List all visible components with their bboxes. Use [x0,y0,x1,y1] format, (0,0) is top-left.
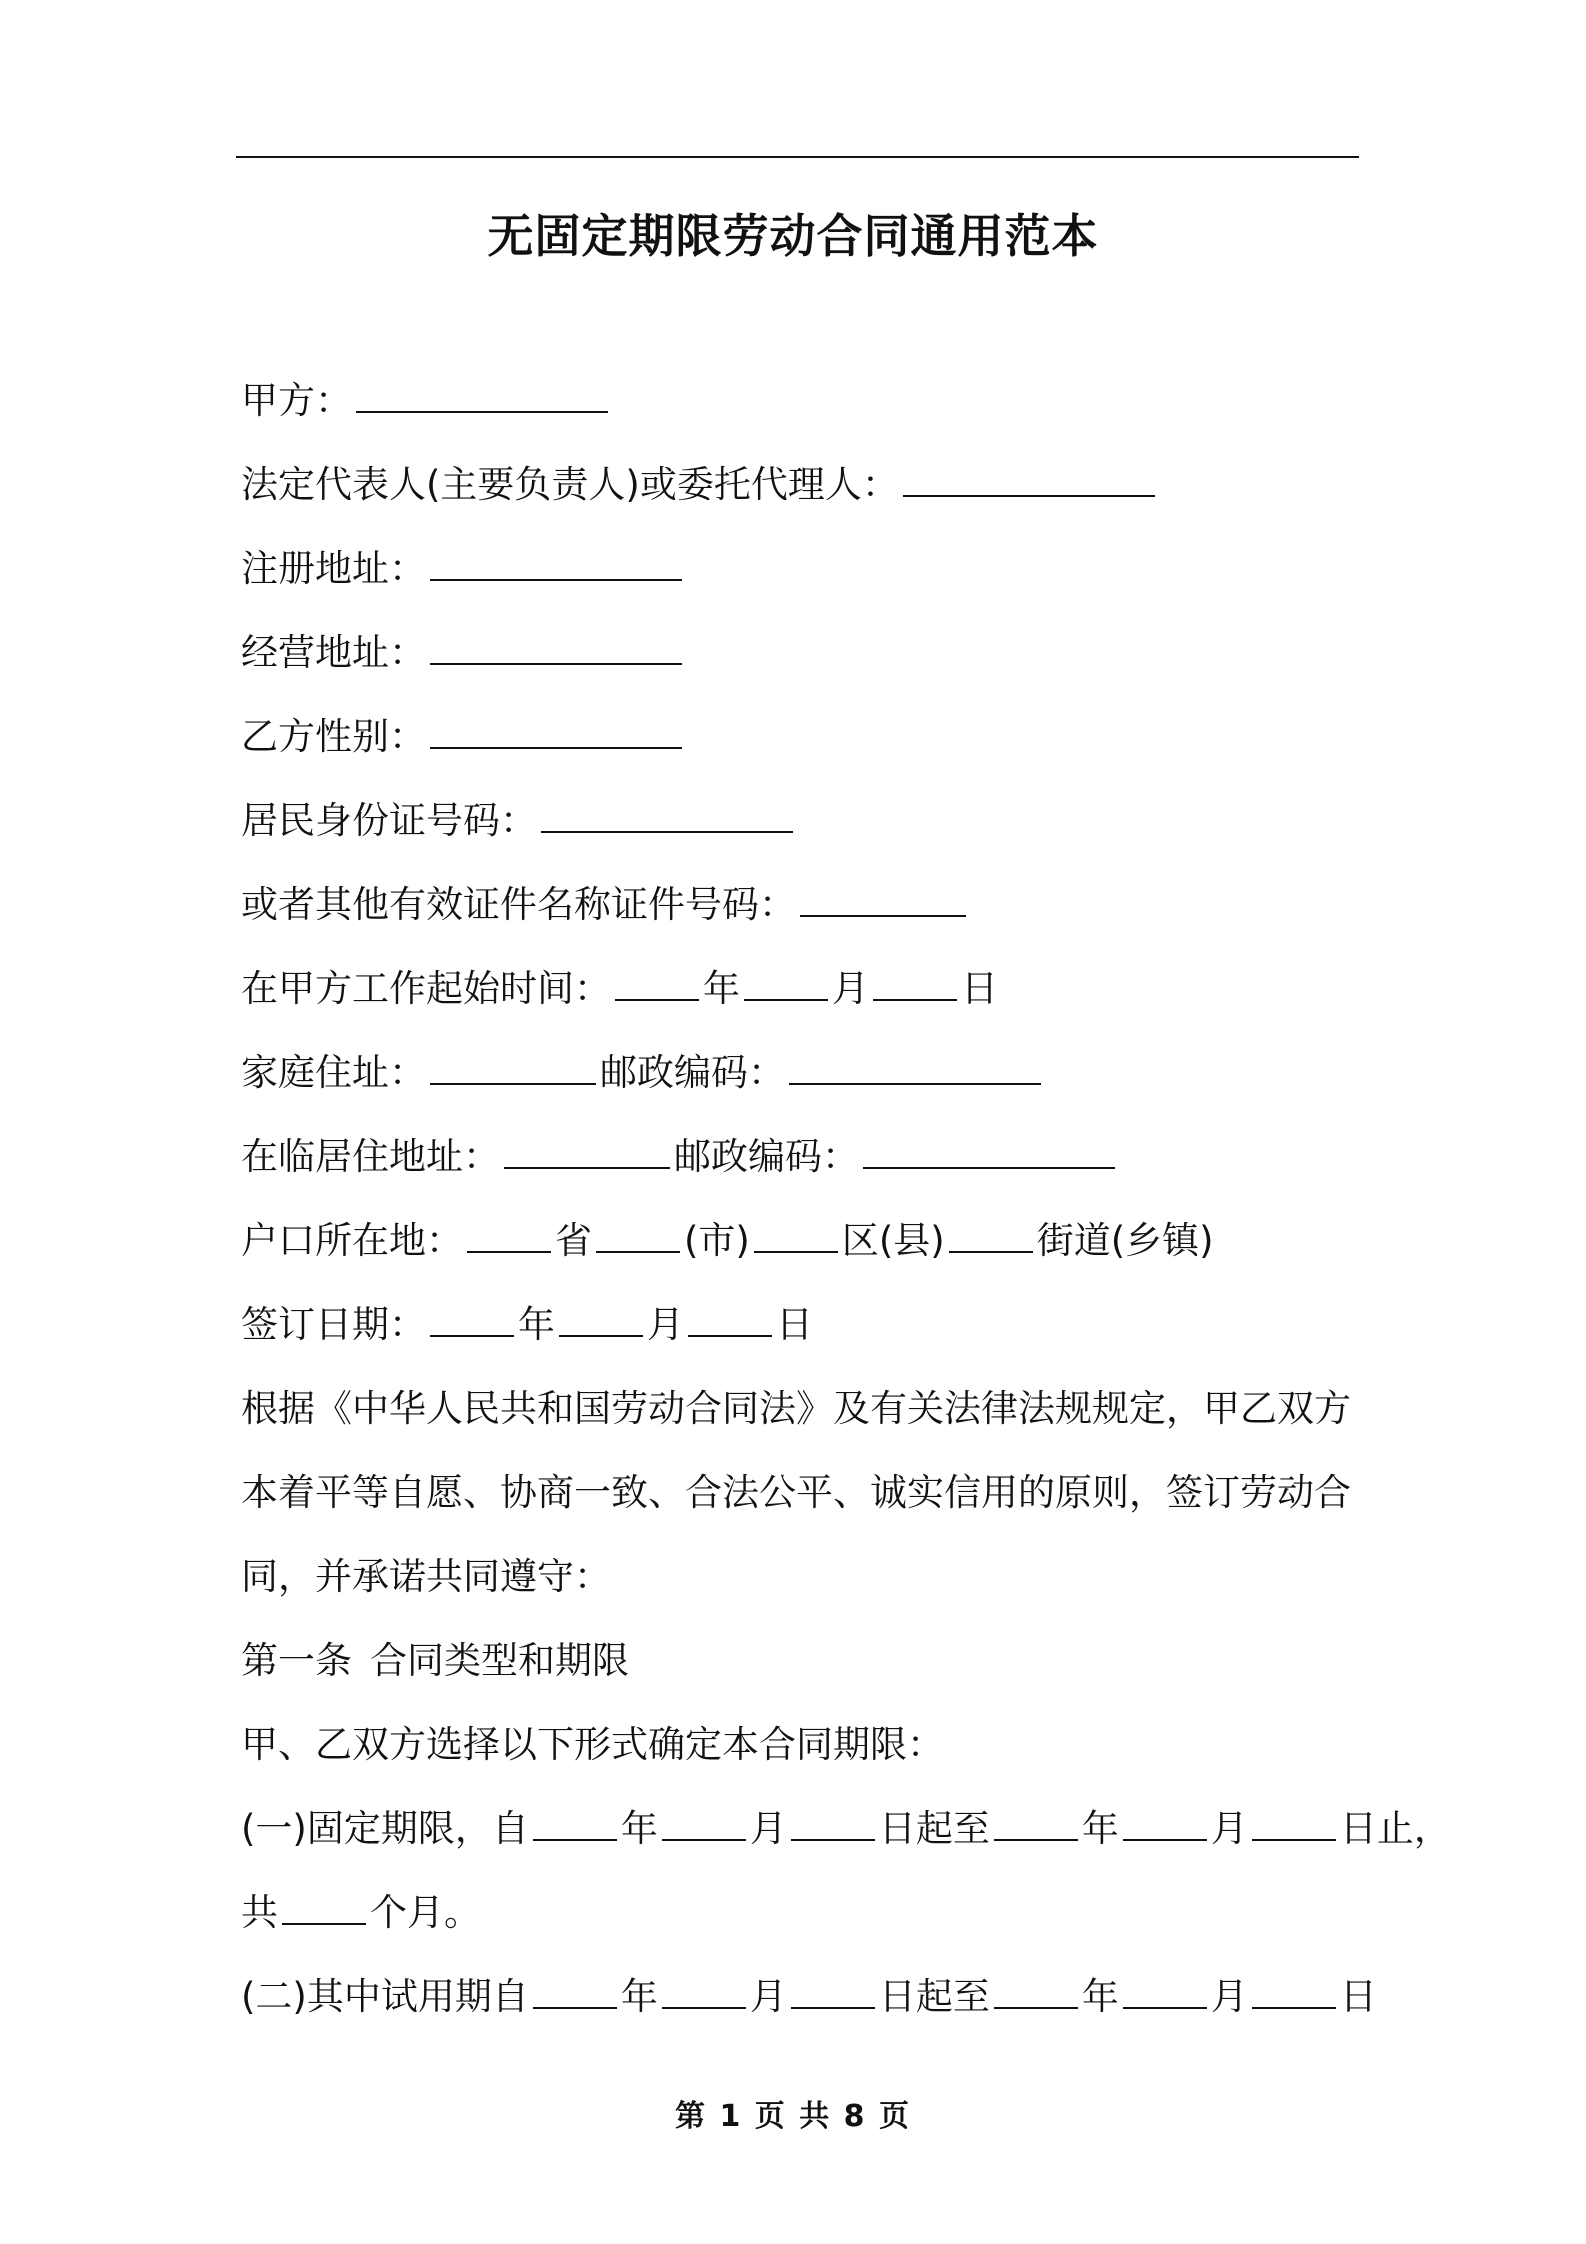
reg-address-label: 注册地址： [241,547,426,590]
start-time-label: 在甲方工作起始时间： [241,967,611,1010]
item-2-prefix: (二)其中试用期自 [241,1975,529,2018]
intro-paragraph-line-3: 同，并承诺共同遵守： [241,1555,611,1598]
sign-year-unit: 年 [518,1303,555,1346]
sign-day-blank [688,1301,772,1337]
item-1-line [241,1800,1451,1884]
start-time-line [241,960,1361,1044]
item-1-from-text: 日起至 [878,1807,990,1850]
total-months-blank [282,1889,366,1925]
item-2-to-year-blank [994,1973,1078,2009]
start-month-blank [744,965,828,1001]
start-day-blank [873,965,957,1001]
total-suffix: 个月。 [370,1891,481,1934]
home-postal-label: 邮政编码： [600,1051,785,1094]
item-2-from-year-unit: 年 [620,1975,658,2018]
item-1-from-month-unit: 月 [749,1807,787,1850]
biz-address-label: 经营地址： [241,631,426,674]
sign-day-unit: 日 [776,1303,813,1346]
temp-address-label: 在临居住地址： [241,1135,500,1178]
party-a-blank [356,377,608,413]
item-1-to-day-blank [1252,1805,1336,1841]
item-1-from-year-blank [533,1805,617,1841]
item-1-prefix: (一)固定期限，自 [241,1807,529,1850]
item-2-line [241,1968,1377,2052]
article-1-title: 合同类型和期限 [370,1639,629,1682]
party-a-line [241,372,1361,456]
biz-address-blank [430,629,682,665]
temp-address-blank [504,1133,670,1169]
other-id-line [241,876,1361,960]
id-number-label: 居民身份证号码： [241,799,537,842]
gender-line [241,708,1361,792]
item-2-from-month-unit: 月 [749,1975,787,2018]
item-2-to-month-unit: 月 [1210,1975,1248,2018]
item-2-to-day-unit: 日 [1339,1975,1377,2018]
sign-month-blank [559,1301,643,1337]
district-blank [754,1217,838,1253]
biz-address-line [241,624,1361,708]
item-1-to-year-blank [994,1805,1078,1841]
gender-label: 乙方性别： [241,715,426,758]
header-rule [236,156,1359,158]
year-unit: 年 [703,967,740,1010]
item-1-until-text: 日止， [1339,1807,1451,1850]
item-2-to-day-blank [1252,1973,1336,2009]
street-blank [949,1217,1033,1253]
item-1-from-day-blank [791,1805,875,1841]
legal-rep-label: 法定代表人(主要负责人)或委托代理人： [241,463,899,506]
item-1-from-year-unit: 年 [620,1807,658,1850]
item-2-from-month-blank [662,1973,746,2009]
street-unit: 街道(乡镇) [1036,1219,1214,1262]
party-a-label: 甲方： [241,379,352,422]
start-year-blank [615,965,699,1001]
article-1-number: 第一条 [241,1639,352,1682]
hukou-line [241,1212,1361,1296]
legal-rep-blank [903,461,1155,497]
item-1-from-month-blank [662,1805,746,1841]
other-id-label: 或者其他有效证件名称证件号码： [241,883,796,926]
month-unit: 月 [832,967,869,1010]
gender-blank [430,713,682,749]
home-address-label: 家庭住址： [241,1051,426,1094]
item-2-to-month-blank [1123,1973,1207,2009]
document-title: 无固定期限劳动合同通用范本 [487,209,1099,263]
item-2-from-text: 日起至 [878,1975,990,2018]
item-1-to-month-unit: 月 [1210,1807,1248,1850]
legal-rep-line [241,456,1361,540]
item-1-to-year-unit: 年 [1081,1807,1119,1850]
item-2-from-day-blank [791,1973,875,2009]
other-id-blank [800,881,966,917]
item-2-to-year-unit: 年 [1081,1975,1119,2018]
reg-address-line [241,540,1361,624]
id-number-line [241,792,1361,876]
city-blank [596,1217,680,1253]
total-prefix: 共 [241,1891,278,1934]
province-blank [467,1217,551,1253]
home-postal-blank [789,1049,1041,1085]
district-unit: 区(县) [841,1219,945,1262]
article-1-heading [241,1632,1361,1716]
id-number-blank [541,797,793,833]
city-unit: (市) [684,1219,750,1262]
document-body [241,372,1451,2052]
temp-postal-blank [863,1133,1115,1169]
sign-month-unit: 月 [647,1303,684,1346]
reg-address-blank [430,545,682,581]
hukou-label: 户口所在地： [241,1219,463,1262]
intro-paragraph-line-1: 根据《中华人民共和国劳动合同法》及有关法律法规规定，甲乙双方 [241,1387,1351,1430]
intro-paragraph-line-2: 本着平等自愿、协商一致、合法公平、诚实信用的原则，签订劳动合 [241,1471,1351,1514]
province-unit: 省 [555,1219,592,1262]
sign-date-label: 签订日期： [241,1303,426,1346]
home-address-line [241,1044,1361,1128]
home-address-blank [430,1049,596,1085]
page-footer: 第 1 页 共 8 页 [675,2099,911,2134]
item-1-total-line [241,1884,1361,1968]
temp-postal-label: 邮政编码： [674,1135,859,1178]
temp-address-line [241,1128,1361,1212]
article-1-lead: 甲、乙双方选择以下形式确定本合同期限： [241,1723,944,1766]
item-1-to-month-blank [1123,1805,1207,1841]
day-unit: 日 [961,967,998,1010]
sign-year-blank [430,1301,514,1337]
item-2-from-year-blank [533,1973,617,2009]
sign-date-line [241,1296,1361,1380]
